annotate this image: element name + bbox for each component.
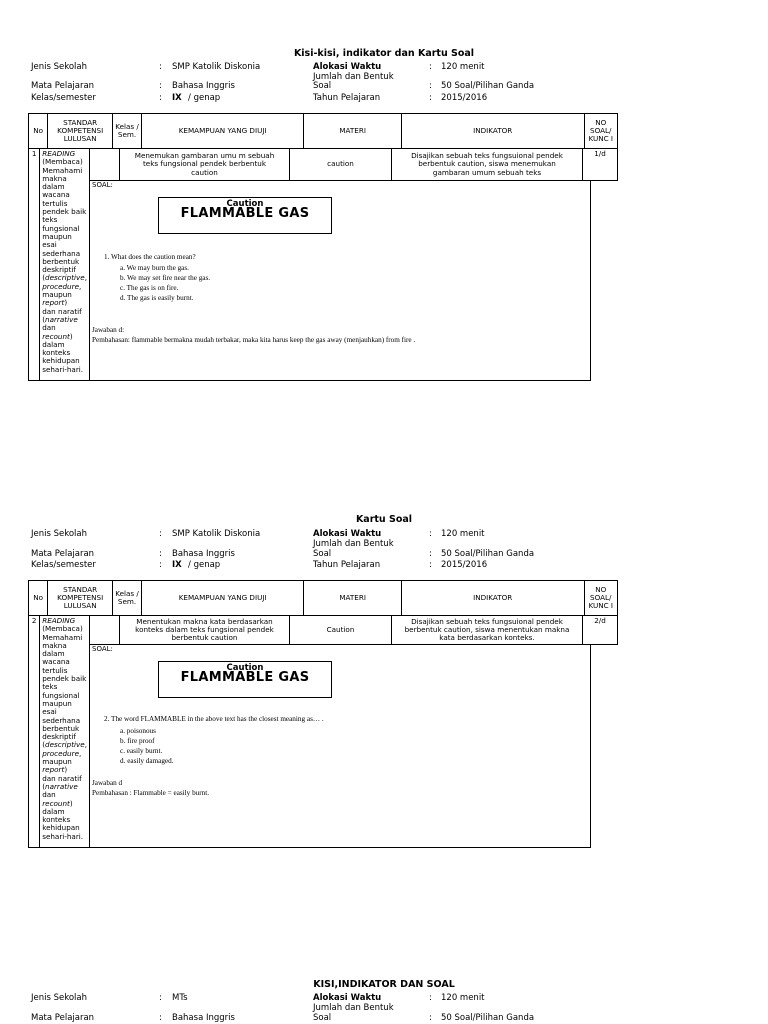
- kelas-cell: [90, 149, 120, 181]
- alokasi-value: 120 menit: [441, 529, 485, 539]
- kelas-value: IX: [172, 560, 182, 570]
- table-header-row: [29, 581, 618, 616]
- header-nosoal: NO SOAL/ KUNC I: [585, 114, 619, 149]
- option-a: a. poisonous: [120, 727, 156, 735]
- option-c: c. The gas is on fire.: [120, 284, 179, 292]
- header-kemampuan: KEMAMPUAN YANG DIUJI: [142, 581, 305, 616]
- header-materi: MATERI: [304, 114, 402, 149]
- option-d: d. easily damaged.: [120, 757, 174, 765]
- colon: :: [429, 1013, 432, 1023]
- colon: :: [429, 529, 432, 539]
- colon: :: [159, 560, 162, 570]
- soal-value: 50 Soal/Pilihan Ganda: [441, 81, 535, 91]
- kisi-table: [28, 113, 618, 381]
- header-no: No: [29, 114, 48, 149]
- colon: :: [159, 93, 162, 103]
- standar-line: wacana tertulis: [42, 657, 70, 675]
- standar-line: teks: [42, 682, 58, 692]
- reading-label: READING: [42, 149, 76, 158]
- indikator-cell: Disajikan sebuah teks fungsuional pendek berbentuk caution, siswa menemukan gambaran umum sebuah teks: [392, 149, 583, 181]
- standar-line: dan naratif: [42, 773, 82, 783]
- standar-line: makna dalam: [42, 173, 67, 192]
- term: dan: [42, 790, 56, 800]
- term: dan: [42, 323, 56, 333]
- standar-line: makna dalam: [42, 640, 67, 659]
- soal-label: SOAL:: [92, 181, 113, 189]
- caution-sign: [158, 661, 332, 698]
- jenis-value: MTs: [172, 993, 188, 1003]
- standar-line: Memahami: [42, 165, 83, 175]
- nokunci-cell: 1/d: [583, 149, 618, 181]
- mapel-label: Mata Pelajaran: [31, 81, 95, 91]
- colon: :: [429, 81, 432, 91]
- standar-line: kehidupan: [42, 823, 80, 833]
- term: narrative: [45, 781, 78, 791]
- term: narrative: [45, 314, 78, 324]
- soal-cell: [90, 645, 591, 848]
- nokunci-cell: 2/d: [583, 616, 618, 645]
- header-kelas: Kelas / Sem.: [113, 581, 142, 616]
- standar-line: sehari-hari.: [42, 831, 84, 841]
- row-no: 1: [29, 149, 40, 381]
- colon: :: [429, 560, 432, 570]
- header-indikator: INDIKATOR: [402, 114, 585, 149]
- table-row: [29, 149, 618, 381]
- soal-label: Soal: [313, 81, 332, 91]
- standar-line: maupun esai: [42, 698, 72, 717]
- colon: :: [159, 62, 162, 72]
- soal-label: Soal: [313, 1013, 332, 1023]
- materi-cell: caution: [290, 149, 392, 181]
- table-header-row: [29, 114, 618, 149]
- standar-line: (narrative dan: [42, 314, 78, 333]
- soal-label: Soal: [313, 549, 332, 559]
- section-title: Kartu Soal: [355, 514, 413, 525]
- term: report: [42, 298, 65, 308]
- header-standar: STANDAR KOMPETENSI LULUSAN: [48, 114, 113, 149]
- pembahasan-text: Pembahasan: flammable bermakna mudah terbakar, maka kita harus keep the gas away (menjauhkan) from fire .: [92, 336, 416, 344]
- colon: :: [159, 993, 162, 1003]
- standar-line: berbentuk: [42, 256, 80, 266]
- term: recount: [42, 331, 70, 341]
- standar-line: maupun report): [42, 290, 72, 308]
- term: descriptive: [45, 273, 85, 283]
- header-kemampuan: KEMAMPUAN YANG DIUJI: [142, 114, 305, 149]
- option-b: b. fire proof: [120, 737, 155, 745]
- standar-line: pendek baik: [42, 674, 87, 684]
- mapel-label: Mata Pelajaran: [31, 1013, 95, 1023]
- caution-sign: [158, 197, 332, 234]
- jenis-value: SMP Katolik Diskonia: [172, 529, 261, 539]
- header-standar: STANDAR KOMPETENSI LULUSAN: [48, 581, 113, 616]
- answer-block: [92, 325, 415, 345]
- jumlah-label: Jumlah dan Bentuk: [313, 72, 394, 82]
- term: procedure: [42, 748, 79, 758]
- soal-cell: [90, 181, 591, 381]
- mapel-value: Bahasa Inggris: [172, 1013, 235, 1023]
- tahun-value: 2015/2016: [441, 560, 488, 570]
- header-no: No: [29, 581, 48, 616]
- detail-row: [90, 149, 618, 181]
- standar-line: recount) dalam: [42, 798, 73, 816]
- question-text: 1. What does the caution mean?: [104, 253, 196, 261]
- soal-value: 50 Soal/Pilihan Ganda: [441, 549, 535, 559]
- alokasi-value: 120 menit: [441, 62, 485, 72]
- mapel-label: Mata Pelajaran: [31, 549, 95, 559]
- soal-label: SOAL:: [92, 645, 113, 653]
- standar-line: pendek baik: [42, 207, 87, 217]
- term: report: [42, 765, 65, 775]
- standar-line: konteks: [42, 348, 71, 358]
- question-text: 2. The word FLAMMABLE in the above text has the closest meaning as… .: [104, 715, 324, 723]
- kelas-value: IX: [172, 93, 182, 103]
- standar-line: (Membaca): [42, 157, 83, 167]
- standar-line: berbentuk: [42, 723, 80, 733]
- tahun-value: 2015/2016: [441, 93, 488, 103]
- jawaban-text: Jawaban d: [92, 779, 123, 787]
- standar-line: sederhana: [42, 248, 81, 258]
- soal-value: 50 Soal/Pilihan Ganda: [441, 1013, 535, 1023]
- option-a: a. We may burn the gas.: [120, 264, 189, 272]
- standar-line: sehari-hari.: [42, 364, 84, 374]
- kemampuan-cell: Menentukan makna kata berdasarkan konteks dalam teks fungsional pendek berbentuk caution: [120, 616, 290, 645]
- colon: :: [159, 549, 162, 559]
- standar-line: (narrative dan: [42, 781, 78, 800]
- standar-line: procedure,: [42, 748, 82, 758]
- standar-line: fungsional: [42, 223, 80, 233]
- jenis-label: Jenis Sekolah: [31, 529, 88, 539]
- kelas-label: Kelas/semester: [31, 560, 96, 570]
- pembahasan-text: Pembahasan : Flammable = easily burnt.: [92, 789, 210, 797]
- term: maupun: [42, 290, 72, 300]
- standar-kompetensi: [40, 616, 90, 848]
- row-no: 2: [29, 616, 40, 848]
- standar-line: deskriptif: [42, 732, 76, 742]
- caution-title: Caution: [226, 199, 264, 209]
- detail-row: [90, 616, 618, 645]
- mapel-value: Bahasa Inggris: [172, 81, 235, 91]
- standar-line: teks: [42, 215, 58, 225]
- materi-cell: Caution: [290, 616, 392, 645]
- jenis-label: Jenis Sekolah: [31, 993, 88, 1003]
- jawaban-text: Jawaban d:: [92, 326, 125, 334]
- option-b: b. We may set fire near the gas.: [120, 274, 211, 282]
- header-materi: MATERI: [304, 581, 402, 616]
- mapel-value: Bahasa Inggris: [172, 549, 235, 559]
- standar-line: procedure,: [42, 281, 82, 291]
- content-column: [90, 149, 618, 381]
- colon: :: [429, 93, 432, 103]
- alokasi-value: 120 menit: [441, 993, 485, 1003]
- header-indikator: INDIKATOR: [402, 581, 585, 616]
- standar-line: maupun report): [42, 757, 72, 775]
- colon: :: [159, 1013, 162, 1023]
- colon: :: [429, 62, 432, 72]
- alokasi-label: Alokasi Waktu: [313, 529, 382, 539]
- standar-line: (descriptive,: [42, 740, 87, 750]
- term: dalam: [42, 806, 65, 816]
- kemampuan-cell: Menemukan gambaran umu m sebuah teks fungsional pendek berbentuk caution: [120, 149, 290, 181]
- colon: :: [429, 993, 432, 1003]
- standar-line: dan naratif: [42, 306, 82, 316]
- table-row: [29, 616, 618, 848]
- section-title: KISI,INDIKATOR DAN SOAL: [313, 979, 455, 990]
- options-list: [120, 263, 210, 303]
- alokasi-label: Alokasi Waktu: [313, 993, 382, 1003]
- caution-title: Caution: [226, 663, 264, 673]
- caution-main: FLAMMABLE GAS: [180, 206, 310, 222]
- colon: :: [159, 529, 162, 539]
- header-kelas: Kelas / Sem.: [113, 114, 142, 149]
- section-title: Kisi-kisi, indikator dan Kartu Soal: [293, 48, 475, 59]
- standar-line: wacana tertulis: [42, 190, 70, 208]
- option-c: c. easily burnt.: [120, 747, 163, 755]
- jumlah-label: Jumlah dan Bentuk: [313, 1003, 394, 1013]
- term: recount: [42, 798, 70, 808]
- reading-label: READING: [42, 616, 76, 625]
- semester-value: / genap: [188, 93, 221, 103]
- jumlah-label: Jumlah dan Bentuk: [313, 539, 394, 549]
- term: procedure: [42, 281, 79, 291]
- answer-block: [92, 778, 209, 798]
- standar-line: kehidupan: [42, 356, 80, 366]
- standar-line: recount) dalam: [42, 331, 73, 349]
- kartu-table: [28, 580, 618, 848]
- term: maupun: [42, 757, 72, 767]
- indikator-cell: Disajikan sebuah teks fungsuional pendek berbentuk caution, siswa menentukan makna kata berdasarkan konteks.: [392, 616, 583, 645]
- tahun-label: Tahun Pelajaran: [313, 560, 381, 570]
- colon: :: [159, 81, 162, 91]
- jenis-value: SMP Katolik Diskonia: [172, 62, 261, 72]
- standar-line: sederhana: [42, 715, 81, 725]
- kelas-cell: [90, 616, 120, 645]
- options-list: [120, 726, 174, 766]
- standar-kompetensi: [40, 149, 90, 381]
- content-column: [90, 616, 618, 848]
- tahun-label: Tahun Pelajaran: [313, 93, 381, 103]
- standar-line: konteks: [42, 815, 71, 825]
- standar-line: Memahami: [42, 632, 83, 642]
- header-nosoal: NO SOAL/ KUNC I: [585, 581, 619, 616]
- alokasi-label: Alokasi Waktu: [313, 62, 382, 72]
- option-d: d. The gas is easily burnt.: [120, 294, 194, 302]
- caution-main: FLAMMABLE GAS: [180, 670, 310, 686]
- standar-line: deskriptif: [42, 265, 76, 275]
- standar-line: (descriptive,: [42, 273, 87, 283]
- standar-line: maupun esai: [42, 231, 72, 250]
- term: descriptive: [45, 740, 85, 750]
- jenis-label: Jenis Sekolah: [31, 62, 88, 72]
- colon: :: [429, 549, 432, 559]
- term: dalam: [42, 339, 65, 349]
- kelas-label: Kelas/semester: [31, 93, 96, 103]
- semester-value: / genap: [188, 560, 221, 570]
- standar-line: fungsional: [42, 690, 80, 700]
- standar-line: (Membaca): [42, 624, 83, 634]
